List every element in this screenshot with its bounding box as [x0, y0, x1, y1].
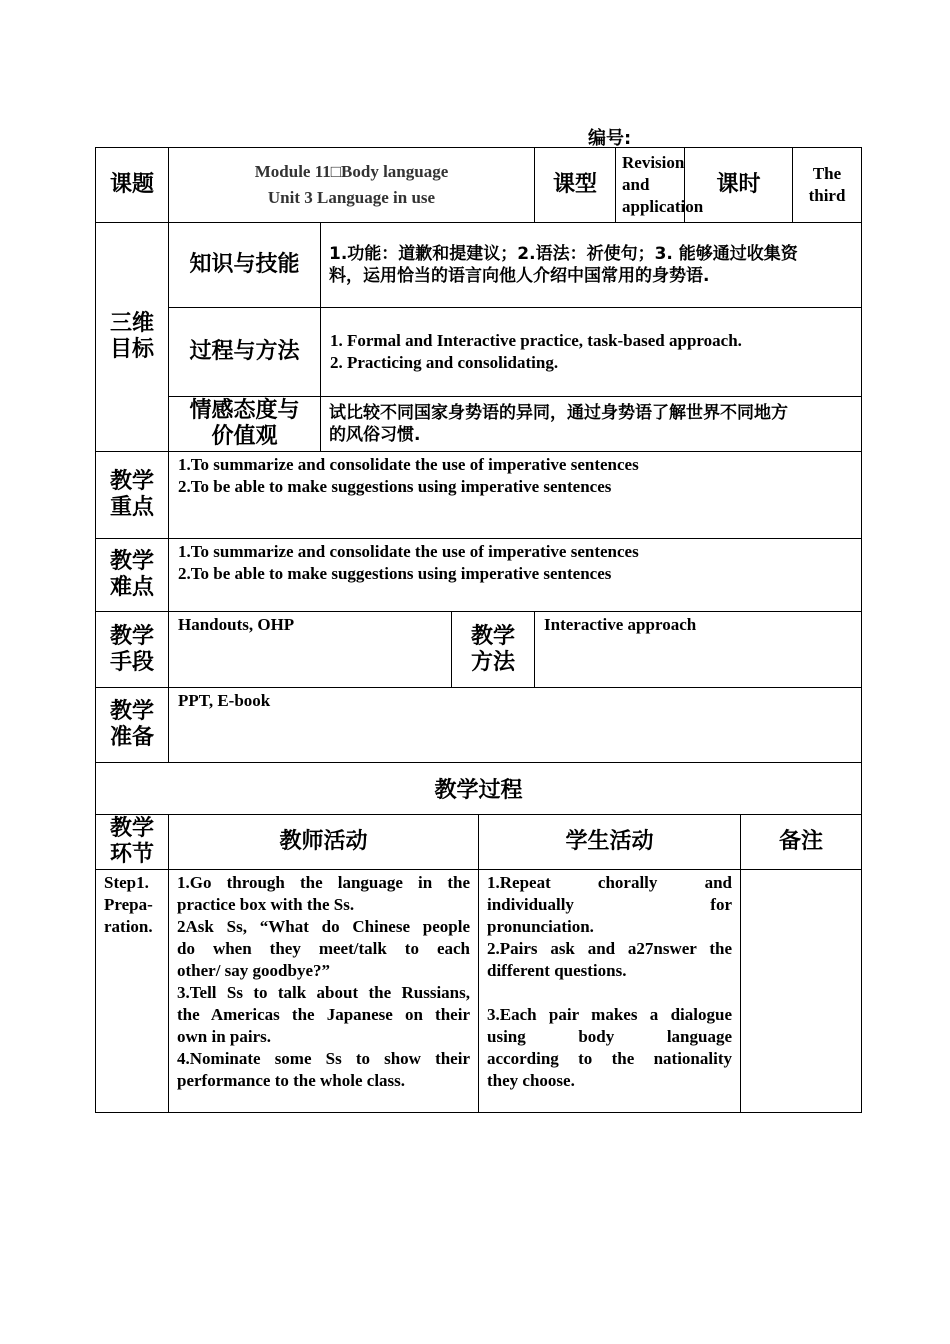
notes-column-header: 备注: [741, 815, 862, 870]
stage-line: Prepa-: [104, 895, 153, 914]
student-activity-line: different questions.: [487, 961, 627, 980]
student-activity-line: 2.Pairs ask and a27nswer the: [487, 939, 732, 958]
emotion-label-line: 情感态度与: [189, 398, 300, 423]
period-label: 课时: [685, 148, 793, 223]
objectives-label-line: 三维: [109, 311, 154, 336]
process-method-label: 过程与方法: [169, 308, 321, 397]
period-value-line: third: [808, 186, 846, 205]
stage-header-line: 教学: [109, 816, 154, 841]
emotion-label: [169, 397, 321, 452]
teacher-activity-line: 4.Nominate some Ss to show their: [177, 1049, 470, 1068]
difficult-points-label-line: 教学: [109, 549, 154, 574]
teacher-activity-line: 2Ask Ss, “What do Chinese people: [177, 917, 470, 936]
key-point-line: 1.To summarize and consolidate the use of imperative sentences: [178, 455, 639, 474]
type-value-line: and: [622, 175, 650, 194]
student-activity-line: they choose.: [487, 1071, 575, 1090]
teacher-activity-line: 1.Go through the language in the: [177, 873, 470, 892]
student-activities: [479, 870, 741, 1113]
teacher-activity-line: performance to the whole class.: [177, 1071, 406, 1090]
means-row: [96, 612, 862, 688]
difficult-points-label-line: 难点: [109, 575, 154, 600]
type-value-line: application: [622, 197, 704, 216]
period-value: [793, 148, 862, 223]
means-label: [96, 612, 169, 688]
type-value-line: Revision: [622, 153, 685, 172]
topic-value: [169, 148, 535, 223]
type-label: 课型: [535, 148, 616, 223]
emotion-row: [96, 397, 862, 452]
method-label-line: 方法: [470, 649, 515, 675]
difficult-point-line: 1.To summarize and consolidate the use of imperative sentences: [178, 542, 639, 561]
stage-line: ration.: [104, 917, 153, 936]
teacher-activity-line: own in pairs.: [177, 1027, 271, 1046]
method-value: Interactive approach: [535, 612, 862, 688]
preparation-label: [96, 688, 169, 763]
student-activity-line: according to the nationality: [487, 1049, 732, 1068]
student-activity-spacer: [487, 982, 732, 1004]
student-activity-line: using body language: [487, 1027, 732, 1046]
student-activity-line: individually for: [487, 895, 732, 914]
preparation-row: [96, 688, 862, 763]
emotion-value: [321, 397, 862, 452]
step-row: [96, 870, 862, 1113]
emotion-line: 试比较不同国家身势语的异同，通过身势语了解世界不同地方: [329, 403, 788, 423]
preparation-label-line: 教学: [109, 699, 154, 724]
stage-line: Step1.: [104, 873, 149, 892]
student-column-header: 学生活动: [479, 815, 741, 870]
topic-label: 课题: [96, 148, 169, 223]
document-number-label: 编号:: [588, 128, 632, 149]
knowledge-value: [321, 223, 862, 308]
key-point-line: 2.To be able to make suggestions using imperative sentences: [178, 477, 612, 496]
preparation-label-line: 准备: [109, 725, 154, 750]
knowledge-line: 料，运用恰当的语言向他人介绍中国常用的身势语.: [329, 266, 710, 286]
emotion-line: 的风俗习惯.: [329, 425, 421, 445]
teacher-activity-line: 3.Tell Ss to talk about the Russians,: [177, 983, 470, 1002]
difficult-points-label: [96, 539, 169, 612]
difficult-point-line: 2.To be able to make suggestions using imperative sentences: [178, 564, 612, 583]
process-method-line: 2. Practicing and consolidating.: [330, 353, 559, 372]
header-row: [96, 148, 862, 223]
teacher-activity-line: practice box with the Ss.: [177, 895, 355, 914]
teacher-column-header: 教师活动: [169, 815, 479, 870]
process-title: 教学过程: [96, 763, 862, 815]
knowledge-label: 知识与技能: [169, 223, 321, 308]
teaching-process-table: [95, 762, 862, 1113]
lesson-info-table: [95, 147, 862, 763]
key-points-value: [169, 452, 862, 539]
key-points-row: [96, 452, 862, 539]
teacher-activity-line: the Americas the Japanese on their: [177, 1005, 470, 1024]
knowledge-row: [96, 223, 862, 308]
period-value-line: The: [812, 164, 842, 183]
means-label-line: 手段: [109, 649, 154, 675]
type-value: [616, 148, 704, 223]
step-notes: [741, 870, 862, 1113]
teacher-activities: [169, 870, 479, 1113]
teacher-activity-line: other/ say goodbye?”: [177, 961, 330, 980]
objectives-label-line: 目标: [109, 337, 154, 362]
difficult-points-row: [96, 539, 862, 612]
emotion-label-line: 价值观: [211, 424, 278, 449]
process-header-row: [96, 815, 862, 870]
teacher-activity-line: do when they meet/talk to each: [177, 939, 470, 958]
stage-column-header: [96, 815, 169, 870]
topic-line-2: Unit 3 Language in use: [267, 188, 436, 207]
key-points-label: [96, 452, 169, 539]
student-activity-line: 1.Repeat chorally and: [487, 873, 732, 892]
preparation-value: PPT, E-book: [169, 688, 862, 763]
student-activity-line: pronunciation.: [487, 917, 594, 936]
key-points-label-line: 教学: [109, 469, 154, 494]
step-stage: [96, 870, 169, 1113]
method-label: [452, 612, 535, 688]
knowledge-line: 1.功能：道歉和提建议；2.语法：祈使句；3. 能够通过收集资: [329, 244, 798, 264]
topic-line-1: Module 11□Body language: [254, 162, 449, 181]
method-label-line: 教学: [470, 623, 515, 649]
means-label-line: 教学: [109, 623, 154, 649]
student-activity-line: 3.Each pair makes a dialogue: [487, 1005, 732, 1024]
process-method-line: 1. Formal and Interactive practice, task-based approach.: [330, 331, 742, 350]
means-value: Handouts, OHP: [169, 612, 452, 688]
process-method-row: [96, 308, 862, 397]
process-title-row: [96, 763, 862, 815]
difficult-points-value: [169, 539, 862, 612]
process-method-value: [321, 308, 862, 397]
objectives-label: [96, 223, 169, 452]
key-points-label-line: 重点: [109, 495, 154, 520]
stage-header-line: 环节: [109, 842, 154, 867]
